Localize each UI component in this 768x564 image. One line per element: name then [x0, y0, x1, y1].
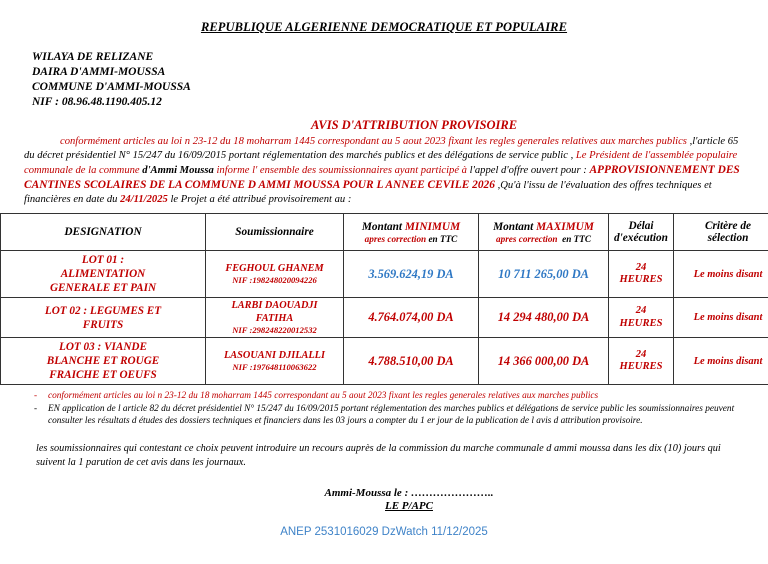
- header-min-sub-ttc: en TTC: [428, 234, 457, 244]
- header-max-keyword: MAXIMUM: [536, 221, 594, 233]
- header-designation: DESIGNATION: [1, 214, 206, 251]
- footnote-bullet: -: [34, 403, 48, 416]
- header-min-keyword: MINIMUM: [405, 221, 460, 233]
- cell-designation: [1, 338, 206, 385]
- anep-reference: ANEP 2531016029 DzWatch 11/12/2025: [0, 526, 768, 538]
- header-montant-min-word: Montant: [362, 221, 405, 233]
- org-wilaya: WILAYA DE RELIZANE: [32, 50, 768, 65]
- cell-montant-minimum: 3.569.624,19 DA: [344, 251, 479, 298]
- para-segment-6: :: [583, 165, 587, 176]
- para-segment-3: Le Président de l'assemblée populaire communale de la commune: [24, 150, 737, 176]
- organization-block: [32, 50, 768, 110]
- soumissionnaire-nif: NIF :197648110063622: [209, 362, 340, 372]
- para-segment-7: ,Qu'à l'issu de l'évaluation des offres techniques et financières en date du: [24, 180, 712, 205]
- table-row: [1, 338, 768, 385]
- header-delai-line2: d'exécution: [614, 232, 668, 244]
- cell-delai-execution: [609, 298, 674, 338]
- cell-soumissionnaire: [206, 338, 344, 385]
- signature-block: [50, 487, 768, 512]
- award-table-body: [1, 251, 768, 385]
- cell-designation: [1, 251, 206, 298]
- designation-line: FRAICHE ET OEUFS: [49, 369, 157, 381]
- designation-line: BLANCHE ET ROUGE: [47, 355, 160, 367]
- footnote-item: [34, 403, 746, 428]
- soumissionnaire-nif: NIF :198248020094226: [209, 275, 340, 285]
- designation-line: LOT 02 : LEGUMES ET: [45, 305, 161, 317]
- document-page: [0, 20, 768, 564]
- delai-unit: HEURES: [620, 274, 663, 285]
- recourse-paragraph: les soumissionnaires qui contestant ce choix peuvent introduire un recours auprès de la commission du marche communale d ammi moussa dans les dix (10) jours qui suivent la 1 parution de cet avis dans les journaux.: [36, 442, 746, 471]
- delai-value: 24: [636, 305, 647, 316]
- footnote-text: conformément articles au loi n 23-12 du 18 moharram 1445 correspondant au 5 aout 2023 fixant les regles generales relatives aux marches publics: [48, 390, 746, 403]
- footnote-item: [34, 390, 746, 403]
- delai-value: 24: [636, 262, 647, 273]
- header-montant-maximum: [479, 214, 609, 251]
- para-segment-2: ,l'article 65 du décret présidentiel N° 15/247 du 16/09/2015 portant réglementation des marchés publics et des délégations de service public ,: [24, 136, 738, 161]
- cell-delai-execution: [609, 338, 674, 385]
- cell-soumissionnaire: [206, 251, 344, 298]
- para-segment-5: l'appel d'offre ouvert pour: [470, 165, 581, 176]
- header-max-sub-correction: apres correction: [496, 234, 558, 244]
- delai-value: 24: [636, 349, 647, 360]
- cell-montant-maximum: 14 366 000,00 DA: [479, 338, 609, 385]
- cell-montant-minimum: 4.788.510,00 DA: [344, 338, 479, 385]
- signature-place-date: Ammi-Moussa le : …………………..: [325, 487, 494, 499]
- para-commune-name: d'Ammi Moussa: [142, 165, 214, 176]
- para-project-name: APPROVISIONNEMENT DES CANTINES SCOLAIRES DE LA COMMUNE D AMMI MOUSSA POUR L ANNEE CEVILE 2026: [24, 164, 740, 191]
- soumissionnaire-name: LARBI DAOUADJI: [231, 300, 317, 311]
- designation-line: FRUITS: [83, 319, 123, 331]
- delai-unit: HEURES: [620, 361, 663, 372]
- header-critere-line1: Critère de: [705, 220, 751, 232]
- header-max-subtitle: [481, 234, 606, 244]
- para-segment-1: conformément articles au loi n 23-12 du 18 moharram 1445 correspondant au 5 aout 2023 fixant les regles generales relatives aux marches publics: [60, 136, 687, 147]
- header-max-sub-ttc: en TTC: [562, 234, 591, 244]
- header-critere-line2: sélection: [708, 232, 749, 244]
- header-delai-line1: Délai: [628, 220, 653, 232]
- soumissionnaire-name: FEGHOUL GHANEM: [225, 263, 323, 274]
- signature-role: LE P/APC: [50, 500, 768, 512]
- org-nif: NIF : 08.96.48.1190.405.12: [32, 95, 768, 110]
- table-header-row: [1, 214, 768, 251]
- header-montant-max-word: Montant: [493, 221, 536, 233]
- delai-unit: HEURES: [620, 318, 663, 329]
- award-table: [0, 213, 768, 385]
- cell-critere: Le moins disant: [674, 298, 768, 338]
- header-soumissionnaire: Soumissionnaire: [206, 214, 344, 251]
- header-min-subtitle: [346, 234, 476, 244]
- footnotes: [34, 390, 746, 428]
- designation-line: LOT 03 : VIANDE: [59, 341, 147, 353]
- footnote-bullet: -: [34, 390, 48, 403]
- notice-title: AVIS D'ATTRIBUTION PROVISOIRE: [60, 118, 768, 133]
- designation-line: GENERALE ET PAIN: [50, 282, 156, 294]
- soumissionnaire-nif: NIF :298248220012532: [209, 325, 340, 335]
- soumissionnaire-name: FATIHA: [256, 313, 293, 324]
- table-row: [1, 298, 768, 338]
- para-evaluation-date: 24/11/2025: [120, 194, 168, 205]
- org-commune: COMMUNE D'AMMI-MOUSSA: [32, 80, 768, 95]
- cell-critere: Le moins disant: [674, 338, 768, 385]
- table-row: [1, 251, 768, 298]
- para-segment-4: informe l' ensemble des soumissionnaires ayant participé à: [216, 165, 467, 176]
- cell-critere: Le moins disant: [674, 251, 768, 298]
- notice-paragraph: [24, 135, 748, 208]
- soumissionnaire-name: LASOUANI DJILALLI: [224, 350, 325, 361]
- header-montant-minimum: [344, 214, 479, 251]
- cell-delai-execution: [609, 251, 674, 298]
- para-segment-8: le Projet a été attribué provisoirement au :: [170, 194, 351, 205]
- header-delai-execution: [609, 214, 674, 251]
- designation-line: ALIMENTATION: [61, 268, 146, 280]
- header-critere-selection: [674, 214, 768, 251]
- footnote-text: EN application de l article 82 du décret présidentiel N° 15/247 du 16/09/2015 portant réglementation des marches publics et délégations de service public les soumissionnaires peuvent consulter les résultats d études des dossiers techniques et financiers dans les 03 jours a compter du 1 er jour de la publication de l avis d attribution provisoire.: [48, 403, 746, 428]
- designation-line: LOT 01 :: [82, 254, 124, 266]
- cell-montant-maximum: 14 294 480,00 DA: [479, 298, 609, 338]
- cell-montant-maximum: 10 711 265,00 DA: [479, 251, 609, 298]
- org-daira: DAIRA D'AMMI-MOUSSA: [32, 65, 768, 80]
- cell-montant-minimum: 4.764.074,00 DA: [344, 298, 479, 338]
- page-title: REPUBLIQUE ALGERIENNE DEMOCRATIQUE ET POPULAIRE: [0, 20, 768, 35]
- cell-soumissionnaire: [206, 298, 344, 338]
- header-min-sub-correction: apres correction: [365, 234, 427, 244]
- cell-designation: [1, 298, 206, 338]
